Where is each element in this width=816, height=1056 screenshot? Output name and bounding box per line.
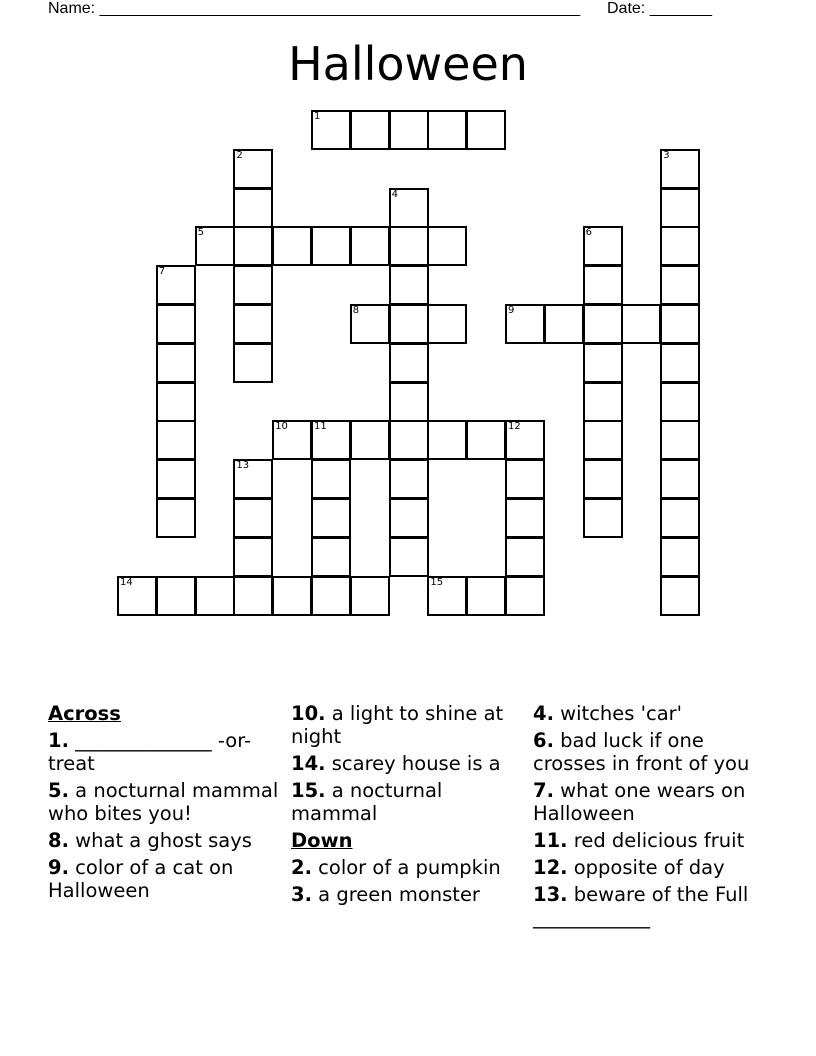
grid-cell[interactable]: [660, 498, 700, 538]
grid-cell[interactable]: [272, 226, 312, 266]
grid-cell[interactable]: [427, 110, 467, 150]
grid-cell[interactable]: [156, 343, 196, 383]
grid-cell[interactable]: [156, 576, 196, 616]
grid-cell[interactable]: [156, 459, 196, 499]
clue-number: 4: [391, 188, 398, 200]
clue-number: 15: [430, 576, 444, 588]
grid-cell[interactable]: [311, 420, 351, 460]
grid-cell[interactable]: [389, 188, 429, 228]
clue-number: 13: [236, 460, 250, 472]
grid-cell[interactable]: [505, 576, 545, 616]
grid-cell[interactable]: [233, 188, 273, 228]
clue-column-2: [291, 702, 523, 910]
down-clue: 12. opposite of day: [533, 856, 725, 879]
clue-column-3: [533, 702, 773, 933]
grid-cell[interactable]: [660, 343, 700, 383]
grid-cell[interactable]: [466, 576, 506, 616]
grid-cell[interactable]: [660, 459, 700, 499]
clue-number: 14: [120, 576, 133, 588]
clue-number: 12: [508, 421, 521, 433]
grid-cell[interactable]: [389, 459, 429, 499]
grid-cell[interactable]: [660, 226, 700, 266]
down-clue: 2. color of a pumpkin: [291, 856, 501, 879]
grid-cell[interactable]: [660, 188, 700, 228]
grid-cell[interactable]: [350, 420, 390, 460]
grid-cell[interactable]: [583, 343, 623, 383]
grid-cell[interactable]: [389, 304, 429, 344]
grid-cell[interactable]: [233, 459, 273, 499]
down-clue: 7. what one wears on Halloween: [533, 779, 746, 825]
down-clue: 6. bad luck if one crosses in front of you: [533, 729, 750, 775]
grid-cell[interactable]: [233, 498, 273, 538]
name-field-label[interactable]: Name: ______________________________________________________: [48, 0, 581, 17]
down-clue: 11. red delicious fruit: [533, 829, 745, 852]
grid-cell[interactable]: [389, 382, 429, 422]
down-clue: 4. witches 'car': [533, 702, 683, 725]
grid-cell[interactable]: [505, 498, 545, 538]
grid-cell[interactable]: [660, 537, 700, 577]
grid-cell[interactable]: [350, 110, 390, 150]
clue-number: 2: [236, 149, 243, 161]
page-title: Halloween: [288, 37, 528, 91]
grid-cell[interactable]: [195, 226, 235, 266]
grid-cell[interactable]: [311, 110, 351, 150]
clue-column-1: [48, 702, 284, 906]
grid-cell[interactable]: [583, 265, 623, 305]
across-clue: 8. what a ghost says: [48, 829, 252, 852]
down-clue: 13. beware of the Full ____________: [533, 883, 749, 929]
grid-cell[interactable]: [660, 382, 700, 422]
grid-cell[interactable]: [156, 382, 196, 422]
grid-cell[interactable]: [389, 226, 429, 266]
grid-cell[interactable]: [427, 304, 467, 344]
grid-cell[interactable]: [311, 459, 351, 499]
grid-cell[interactable]: [311, 537, 351, 577]
clue-number: 10: [275, 421, 288, 433]
grid-cell[interactable]: [505, 537, 545, 577]
date-field-label[interactable]: Date: _______: [607, 0, 712, 17]
grid-cell[interactable]: [505, 459, 545, 499]
grid-cell[interactable]: [389, 110, 429, 150]
grid-cell[interactable]: [389, 265, 429, 305]
grid-cell[interactable]: [389, 537, 429, 577]
grid-cell[interactable]: [505, 420, 545, 460]
clue-number: 6: [585, 227, 592, 239]
grid-cell[interactable]: [389, 420, 429, 460]
grid-cell[interactable]: [156, 265, 196, 305]
grid-cell[interactable]: [583, 420, 623, 460]
grid-cell[interactable]: [233, 304, 273, 344]
grid-cell[interactable]: [427, 420, 467, 460]
grid-cell[interactable]: [233, 537, 273, 577]
across-clue: 9. color of a cat on Halloween: [48, 856, 234, 902]
grid-cell[interactable]: [195, 576, 235, 616]
down-clue: 3. a green monster: [291, 883, 480, 906]
grid-cell[interactable]: [311, 226, 351, 266]
grid-cell[interactable]: [389, 498, 429, 538]
grid-cell[interactable]: [660, 149, 700, 189]
grid-cell[interactable]: [233, 226, 273, 266]
across-clue: 10. a light to shine at night: [291, 702, 504, 748]
grid-cell[interactable]: [583, 382, 623, 422]
grid-cell[interactable]: [427, 226, 467, 266]
grid-cell[interactable]: [389, 343, 429, 383]
grid-cell[interactable]: [583, 498, 623, 538]
grid-cell[interactable]: [621, 304, 661, 344]
grid-cell[interactable]: [272, 420, 312, 460]
grid-cell[interactable]: [233, 149, 273, 189]
down-heading: Down: [291, 829, 353, 852]
grid-cell[interactable]: [156, 498, 196, 538]
grid-cell[interactable]: [505, 304, 545, 344]
grid-cell[interactable]: [272, 576, 312, 616]
clue-number: 8: [352, 305, 360, 316]
grid-cell[interactable]: [660, 265, 700, 305]
grid-cell[interactable]: [350, 304, 390, 344]
clue-number: 1: [314, 111, 321, 122]
grid-cell[interactable]: [156, 304, 196, 344]
grid-cell[interactable]: [466, 420, 506, 460]
grid-cell[interactable]: [233, 265, 273, 305]
grid-cell[interactable]: [583, 226, 623, 266]
grid-cell[interactable]: [660, 420, 700, 460]
clue-number: 5: [197, 227, 204, 239]
grid-cell[interactable]: [583, 459, 623, 499]
across-clue: 15. a nocturnal mammal: [291, 779, 443, 825]
grid-cell[interactable]: [311, 498, 351, 538]
grid-cell[interactable]: [544, 304, 584, 344]
across-clue: 14. scarey house is a: [291, 752, 501, 775]
grid-cell[interactable]: [156, 420, 196, 460]
grid-cell[interactable]: [311, 576, 351, 616]
grid-cell[interactable]: [117, 576, 157, 616]
grid-cell[interactable]: [350, 226, 390, 266]
clue-number: 7: [158, 266, 166, 278]
clue-number: 11: [314, 421, 327, 433]
across-clue: 1. ______________ -or-treat: [48, 729, 252, 775]
grid-cell[interactable]: [660, 304, 700, 344]
grid-cell[interactable]: [350, 576, 390, 616]
grid-cell[interactable]: [466, 110, 506, 150]
grid-cell[interactable]: [233, 343, 273, 383]
grid-cell[interactable]: [427, 576, 467, 616]
across-clue: 5. a nocturnal mammal who bites you!: [48, 779, 279, 825]
grid-cell[interactable]: [660, 576, 700, 616]
clue-number: 3: [663, 149, 670, 161]
grid-cell[interactable]: [233, 576, 273, 616]
across-heading: Across: [48, 702, 121, 725]
clue-number: 9: [508, 305, 515, 316]
grid-cell[interactable]: [583, 304, 623, 344]
